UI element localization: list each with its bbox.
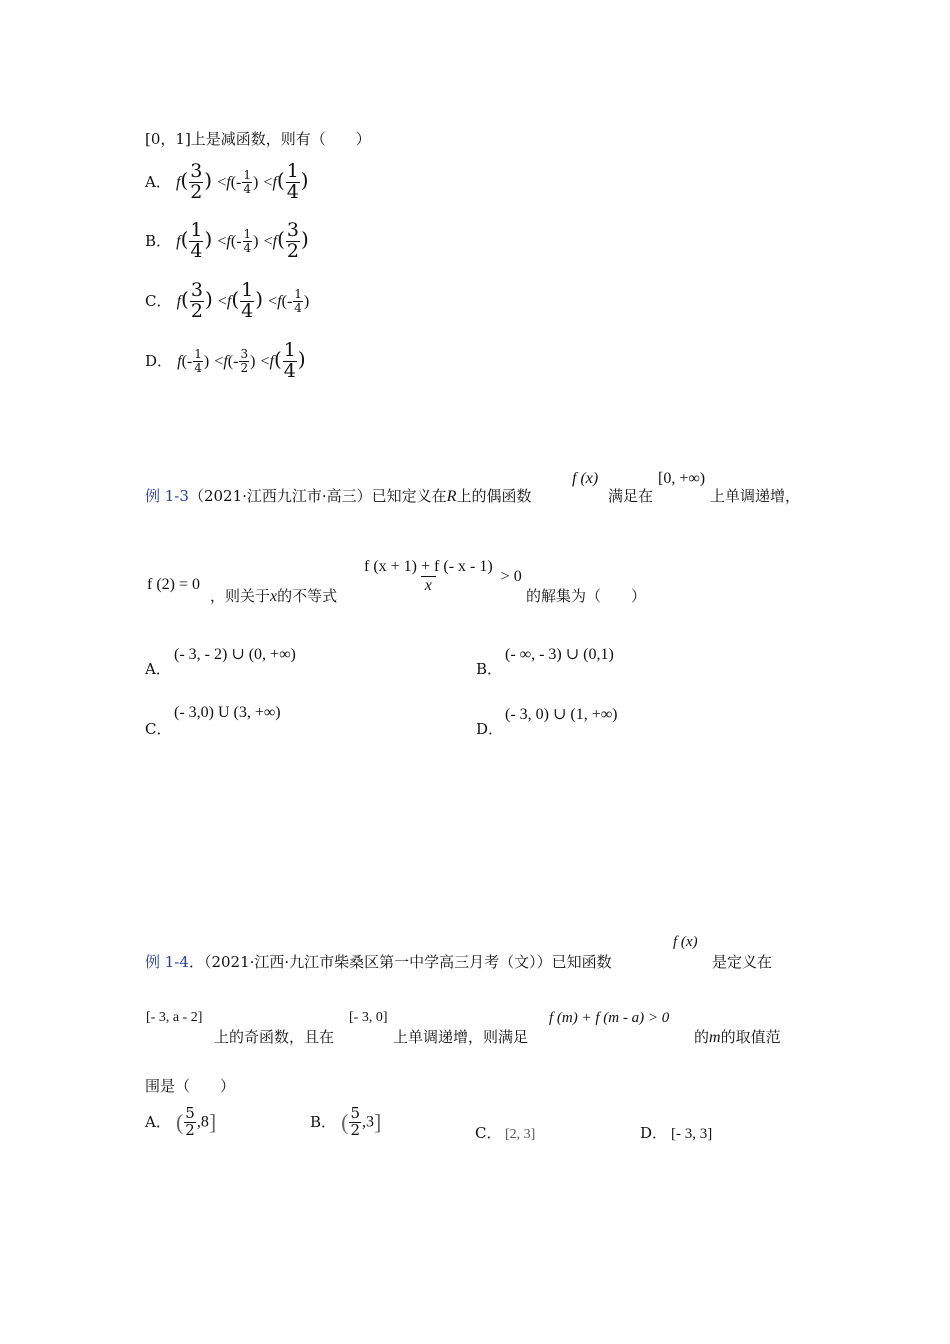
domain-expr: [- 3, a - 2] — [146, 1010, 203, 1025]
q1-option-a[interactable]: A． f( $\frac{3}{2}$ ) <f(- $\frac{1}{4}$ ) <f( $\frac{1}{4}$ ) — [145, 160, 309, 203]
inequality: f (m) + f (m - a) > 0 — [549, 1010, 670, 1026]
fraction: $\frac{1}{4}$ — [190, 219, 203, 262]
fraction: $\frac{1}{4}$ — [194, 347, 202, 375]
fraction: $\frac{3}{2}$ — [190, 160, 203, 203]
q1-option-d[interactable]: D． f(- $\frac{1}{4}$ ) <f(- $\frac{3}{2}$ ) <f( $\frac{1}{4}$ ) — [145, 339, 306, 382]
q2-option-c[interactable]: C． — [145, 720, 172, 738]
option-label: C． — [145, 291, 172, 310]
option-label: A． — [145, 172, 171, 191]
fraction: $\frac{1}{4}$ — [241, 279, 254, 322]
q3-line3: 围是（ ） — [145, 1077, 236, 1095]
q2-option-a-expr: (- 3, - 2) ∪ (0, +∞) — [174, 646, 296, 663]
q3-option-d[interactable]: D． — [640, 1124, 668, 1142]
q2-option-b-expr: (- ∞, - 3) ∪ (0,1) — [505, 646, 614, 663]
fraction: $\frac{1}{4}$ — [283, 339, 296, 382]
fraction: $\frac{5}{2}$ — [185, 1104, 195, 1139]
example-tag: 例 1-3 — [145, 487, 189, 505]
q3-line1: 例 1-4．（2021·江西·九江市柴桑区第一中学高三月考（文））已知函数 — [145, 953, 612, 971]
option-label: B． — [145, 231, 172, 250]
f2-expr: f (2) = 0 — [147, 576, 201, 593]
option-label: D． — [145, 351, 173, 370]
q1-intro: [0，1]上是减函数，则有（ ） — [145, 130, 371, 148]
fraction: $\frac{1}{4}$ — [243, 168, 251, 196]
fraction: $\frac{1}{4}$ — [286, 160, 299, 203]
q2-option-a[interactable]: A． — [145, 660, 171, 678]
fraction: $\frac{5}{2}$ — [350, 1104, 360, 1139]
fx-expr: f (x) — [572, 470, 599, 487]
q2-option-d-expr: (- 3, 0) ∪ (1, +∞) — [505, 706, 618, 723]
q3-option-d-expr: [- 3, 3] — [671, 1126, 713, 1142]
fraction: $\frac{3}{2}$ — [286, 219, 299, 262]
inequality: $\frac{f (x + 1) + f (- x - 1)}{x}$ > 0 — [360, 558, 522, 596]
q3-option-c-expr: [2, 3] — [505, 1127, 536, 1142]
q2-option-d[interactable]: D． — [476, 720, 504, 738]
q3-option-c[interactable]: C． — [475, 1124, 502, 1142]
q3-option-a[interactable]: A． ( $\frac{5}{2}$ ,8] — [145, 1104, 217, 1139]
example-tag: 例 1-4 — [145, 953, 189, 971]
fraction: $\frac{3}{2}$ — [240, 347, 249, 375]
interval-expr: [- 3, 0] — [349, 1010, 388, 1025]
q1-option-b[interactable]: B． f( $\frac{1}{4}$ ) <f(- $\frac{1}{4}$ ) <f( $\frac{3}{2}$ ) — [145, 219, 309, 262]
q1-option-c[interactable]: C． f( $\frac{3}{2}$ ) <f( $\frac{1}{4}$ ) <f(- $\frac{1}{4}$ ) — [145, 279, 310, 322]
q3-option-b[interactable]: B． ( $\frac{5}{2}$ ,3] — [310, 1104, 382, 1139]
fraction: $\frac{1}{4}$ — [294, 287, 302, 315]
q2-line1: 例 1-3（2021·江西九江市·高三）已知定义在R上的偶函数 — [145, 487, 532, 505]
fx-expr: f (x) — [673, 934, 698, 950]
fraction: $\frac{3}{2}$ — [190, 279, 203, 322]
q2-option-c-expr: (- 3,0) U (3, +∞) — [174, 704, 281, 721]
fraction: $\frac{f (x + 1) + f (- x - 1)}{x}$ — [364, 558, 493, 595]
fraction: $\frac{1}{4}$ — [243, 227, 252, 255]
q2-option-b[interactable]: B． — [476, 660, 503, 678]
interval-expr: [0, +∞) — [658, 470, 706, 487]
